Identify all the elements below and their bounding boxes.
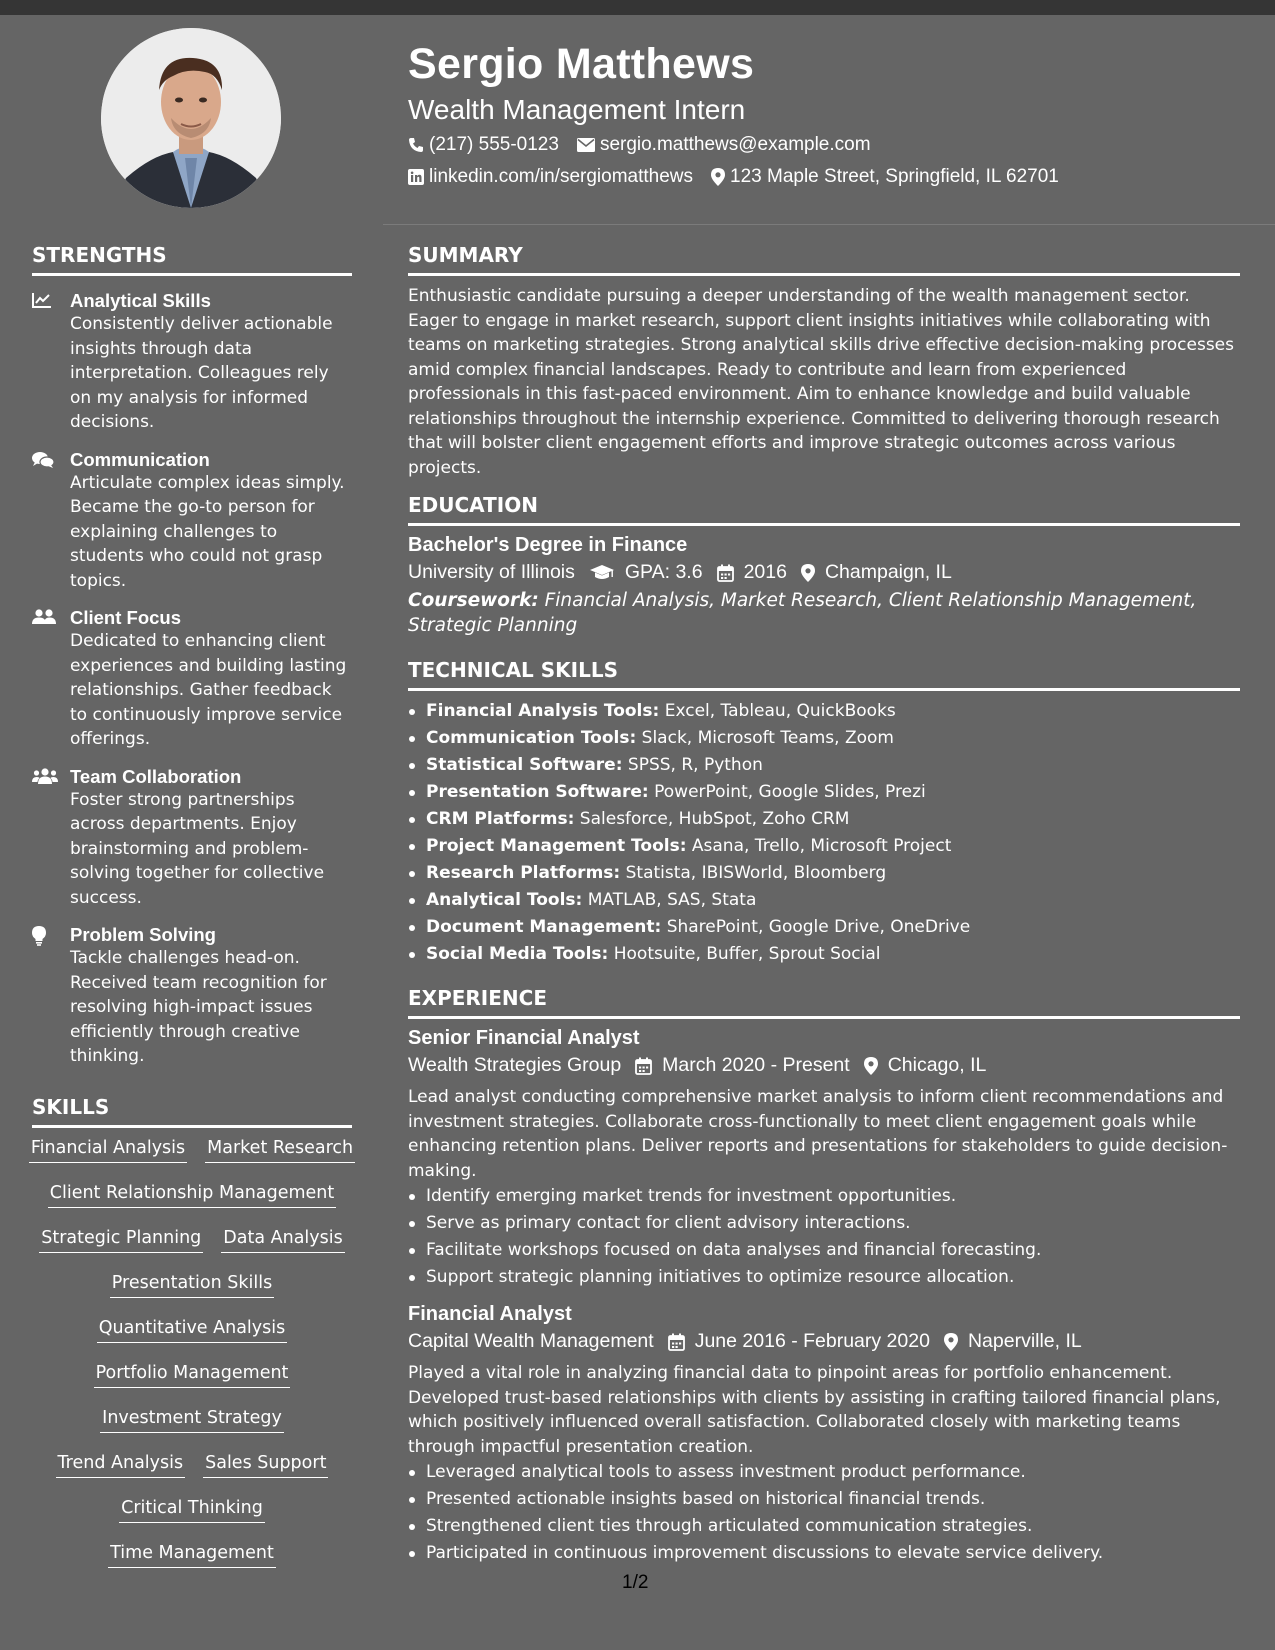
strength-item [32,289,352,435]
technical-skill-value: Asana, Trello, Microsoft Project [691,836,952,856]
strength-title: Client Focus [70,607,182,628]
technical-skill-label: Research Platforms: [426,863,621,883]
skill-chip: Data Analysis [221,1226,344,1253]
skill-chip: Presentation Skills [110,1271,274,1298]
technical-skill-value: SPSS, R, Python [627,755,763,775]
technical-skill-label: CRM Platforms: [426,809,575,829]
strength-body [70,765,352,911]
summary-text: Enthusiastic candidate pursuing a deeper understanding of the wealth management sector. Eager to engage in market research, support client insights initiatives while collaborating with teams on marketing strategies. Strong analytical skills drive effective decision-making processes amid complex financial landscapes. Ready to contribute and learn from experienced professionals in this fast-paced environment. Aim to enhance knowledge and build valuable relationships throughout the internship experience. Committed to delivering thorough research that will bolster client engagement efforts and improve strategic outcomes across various projects. [408,286,1234,478]
job-entry [408,1027,1240,1291]
skill-chip: Quantitative Analysis [97,1316,288,1343]
strength-description: Tackle challenges head-on. Received team recognition for resolving high-impact issues efficiently through creative thinking. [70,948,327,1066]
skills-row [32,1496,352,1541]
strength-title: Communication [70,448,210,470]
graduation-year: 2016 [743,561,787,583]
technical-skill-label: Presentation Software: [426,782,649,802]
job-entry [408,1303,1240,1567]
strength-body [70,606,352,752]
strength-item [32,448,352,594]
skill-chip: Portfolio Management [94,1361,291,1388]
technical-skill-value: SharePoint, Google Drive, OneDrive [666,917,971,937]
education-meta [408,561,1240,584]
gpa: GPA: 3.6 [624,561,703,583]
header-divider [383,224,1275,225]
strength-title: Team Collaboration [70,765,242,787]
linkedin-icon [408,169,424,185]
job-summary: Lead analyst conducting comprehensive market analysis to inform client recommendations and investment strategies. Collaborate cross-functionally to meet client engagement goals while enhancing retention plans. Deliver reports and presentations for stakeholders to guide decision-making. [408,1087,1228,1181]
job-bullets [408,1459,1240,1567]
contact-row-1 [408,134,889,156]
skills-row [32,1451,352,1496]
technical-skill-label: Social Media Tools: [426,944,609,964]
skill-chip: Investment Strategy [100,1406,284,1433]
contact-phone[interactable] [408,134,559,156]
phone-text: (217) 555-0123 [429,134,559,155]
contact-address [711,166,1059,188]
strength-body [70,448,352,594]
technical-skill-value: Hootsuite, Buffer, Sprout Social [613,944,881,964]
skill-chip: Market Research [205,1136,355,1163]
users-group-icon [32,765,70,911]
email-text: sergio.matthews@example.com [599,134,871,155]
page-number: 1/2 [622,1572,649,1593]
calendar-icon [717,564,734,582]
strength-description: Dedicated to enhancing client experiences and building lasting relationships. Gather feedback to continuously improve service offerings. [70,631,347,749]
technical-skill-item [408,698,1240,725]
technical-skill-item [408,806,1240,833]
school-name: University of Illinois [408,561,575,583]
candidate-name: Sergio Matthews [408,40,755,88]
contact-row-2 [408,166,1077,188]
main-column [408,243,1240,1567]
user-pair-icon [32,606,70,752]
technical-skill-value: MATLAB, SAS, Stata [587,890,757,910]
technical-skill-value: Statista, IBISWorld, Bloomberg [625,863,887,883]
technical-skills-list [408,698,1240,968]
skill-chip: Strategic Planning [39,1226,203,1253]
job-bullet: Leveraged analytical tools to assess investment product performance. [408,1459,1240,1486]
candidate-role: Wealth Management Intern [408,94,746,125]
technical-skill-value: PowerPoint, Google Slides, Prezi [654,782,926,802]
avatar [101,28,281,208]
skills-row [32,1136,352,1181]
chat-bubbles-icon [32,448,70,594]
job-summary: Played a vital role in analyzing financial data to pinpoint areas for portfolio enhancement. Developed trust-based relationships with clients by assisting in crafting tailored financial plans, which positively influenced overall satisfaction. Collaborated closely with marketing teams through impactful presentation creation. [408,1363,1221,1457]
job-location: Naperville, IL [967,1330,1082,1352]
strength-body [70,289,352,435]
graduation-cap-icon [589,564,615,582]
skill-chip: Time Management [108,1541,276,1568]
technical-skill-item [408,725,1240,752]
strength-item [32,606,352,752]
job-bullet: Facilitate workshops focused on data analyses and financial forecasting. [408,1237,1240,1264]
strength-description: Consistently deliver actionable insights through data interpretation. Colleagues rely on my analysis for informed decisions. [70,314,333,432]
contact-linkedin[interactable] [408,166,693,188]
lightbulb-icon [32,923,70,1069]
skills-chips [32,1136,352,1586]
company-name: Wealth Strategies Group [408,1054,622,1076]
job-meta [408,1054,1240,1077]
sidebar [32,243,352,1586]
job-bullet: Participated in continuous improvement discussions to elevate service delivery. [408,1540,1240,1567]
technical-skill-item [408,914,1240,941]
jobs-list [408,1027,1240,1567]
calendar-icon [654,1333,695,1351]
coursework [408,588,1240,638]
technical-skill-item [408,941,1240,968]
job-bullet: Identify emerging market trends for investment opportunities. [408,1183,1240,1210]
linkedin-text: linkedin.com/in/sergiomatthews [429,166,694,187]
job-meta [408,1330,1240,1353]
technical-skill-item [408,752,1240,779]
skill-chip: Client Relationship Management [48,1181,337,1208]
phone-icon [408,137,424,153]
technical-skill-value: Salesforce, HubSpot, Zoho CRM [579,809,850,829]
envelope-icon [577,138,595,152]
skill-chip: Critical Thinking [119,1496,265,1523]
map-pin-icon [850,1057,888,1075]
technical-skill-label: Project Management Tools: [426,836,687,856]
coursework-list: Financial Analysis, Market Research, Client Relationship Management, Strategic Planning [408,590,1197,636]
job-bullet: Presented actionable insights based on historical financial trends. [408,1486,1240,1513]
strength-title: Analytical Skills [70,290,211,311]
job-bullets [408,1183,1240,1291]
experience-heading: EXPERIENCE [408,986,1240,1019]
map-pin-icon [711,168,725,186]
education-location: Champaign, IL [824,561,952,583]
line-chart-icon [32,289,70,435]
technical-skill-item [408,860,1240,887]
summary-heading: SUMMARY [408,243,1240,276]
strengths-heading: STRENGTHS [32,243,352,276]
strengths-list [32,289,352,1069]
skills-row [32,1271,352,1316]
contact-email[interactable] [577,134,871,156]
technical-skill-value: Excel, Tableau, QuickBooks [664,701,896,721]
skills-row [32,1406,352,1451]
strength-item [32,765,352,911]
coursework-label: Coursework: [408,590,539,611]
job-dates: March 2020 - Present [662,1054,850,1076]
skills-row [32,1181,352,1226]
job-bullet: Support strategic planning initiatives to optimize resource allocation. [408,1264,1240,1291]
education-heading: EDUCATION [408,493,1240,526]
strength-body [70,923,352,1069]
skills-row [32,1316,352,1361]
address-text: 123 Maple Street, Springfield, IL 62701 [730,166,1059,187]
strength-description: Foster strong partnerships across departments. Enjoy brainstorming and problem-solving together for collective success. [70,789,325,908]
experience-section [408,986,1240,1567]
calendar-icon [621,1057,662,1075]
job-bullet: Serve as primary contact for client advisory interactions. [408,1210,1240,1237]
technical-skill-label: Communication Tools: [426,728,637,748]
technical-skill-item [408,779,1240,806]
skill-chip: Trend Analysis [56,1451,186,1478]
skills-row [32,1226,352,1271]
technical-skill-item [408,833,1240,860]
strength-description: Articulate complex ideas simply. Became the go-to person for explaining challenges to students who could not grasp topics. [70,472,345,591]
technical-skill-label: Statistical Software: [426,755,623,775]
skills-heading: SKILLS [32,1095,352,1128]
degree-title: Bachelor's Degree in Finance [408,534,688,556]
skill-chip: Sales Support [203,1451,328,1478]
technical-skill-item [408,887,1240,914]
job-bullet: Strengthened client ties through articulated communication strategies. [408,1513,1240,1540]
job-title: Senior Financial Analyst [408,1027,640,1049]
technical-skills-heading: TECHNICAL SKILLS [408,658,1240,691]
summary-section [408,243,1240,480]
top-bar [0,0,1275,15]
skills-row [32,1541,352,1586]
map-pin-icon [801,564,815,582]
technical-skill-value: Slack, Microsoft Teams, Zoom [641,728,894,748]
technical-skill-label: Financial Analysis Tools: [426,701,660,721]
technical-skills-section [408,658,1240,968]
strength-title: Problem Solving [70,924,216,945]
job-location: Chicago, IL [887,1054,987,1076]
technical-skill-label: Document Management: [426,917,662,937]
job-dates: June 2016 - February 2020 [694,1330,930,1352]
map-pin-icon [930,1333,968,1351]
technical-skill-label: Analytical Tools: [426,890,583,910]
company-name: Capital Wealth Management [408,1330,654,1352]
education-section [408,493,1240,638]
skill-chip: Financial Analysis [29,1136,187,1163]
strength-item [32,923,352,1069]
skills-row [32,1361,352,1406]
job-title: Financial Analyst [408,1303,572,1325]
